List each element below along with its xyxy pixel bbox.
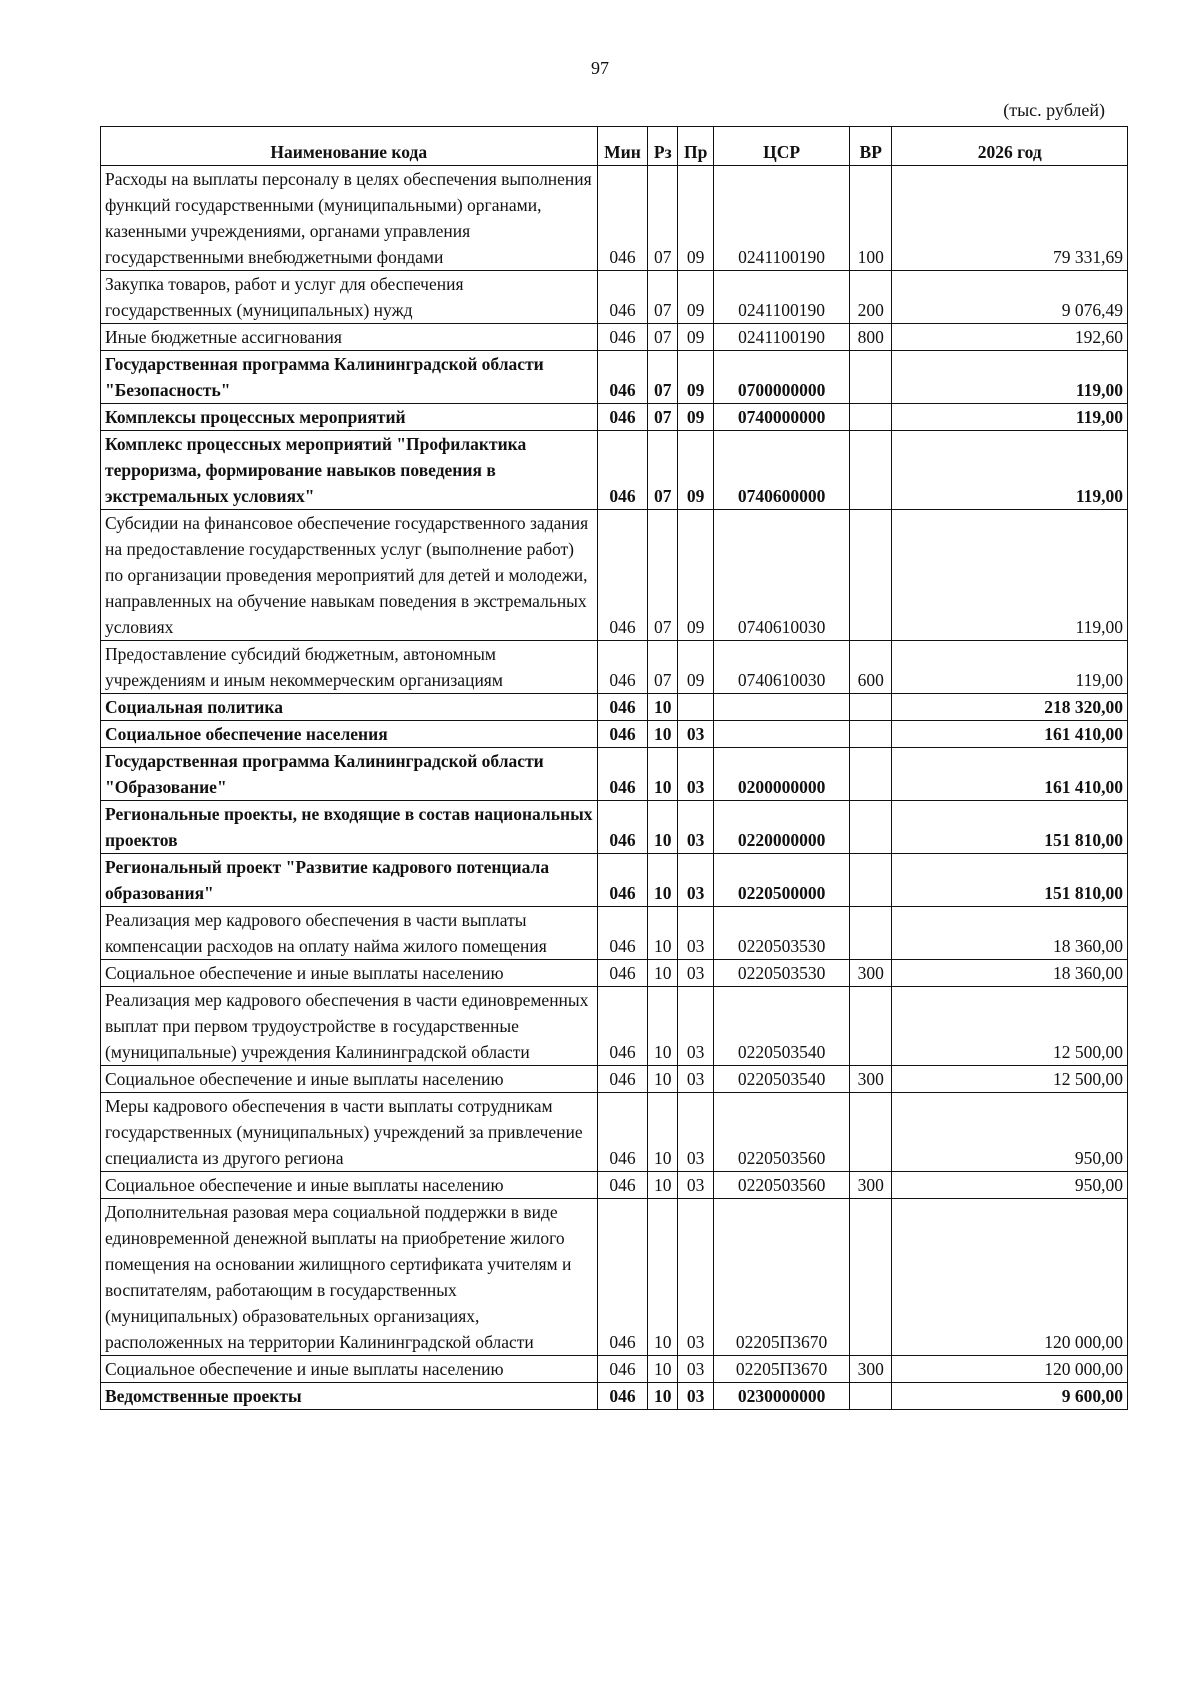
table-row <box>101 1356 1128 1383</box>
cell-rz: 10 <box>648 1172 678 1199</box>
cell-rz: 10 <box>648 960 678 987</box>
cell-csr: 0740610030 <box>714 510 850 641</box>
cell-amount: 119,00 <box>892 641 1128 694</box>
cell-min: 046 <box>597 324 648 351</box>
cell-name: Государственная программа Калининградской области "Безопасность" <box>101 351 598 404</box>
column-header-name: Наименование кода <box>101 127 598 166</box>
cell-vr <box>850 1093 892 1172</box>
cell-amount: 151 810,00 <box>892 854 1128 907</box>
column-header-rz: Рз <box>648 127 678 166</box>
cell-rz: 10 <box>648 1093 678 1172</box>
cell-amount: 119,00 <box>892 351 1128 404</box>
column-header-year: 2026 год <box>892 127 1128 166</box>
cell-rz: 10 <box>648 987 678 1066</box>
cell-name: Предоставление субсидий бюджетным, автономным учреждениям и иным некоммерческим организациям <box>101 641 598 694</box>
cell-min: 046 <box>597 510 648 641</box>
cell-amount: 218 320,00 <box>892 694 1128 721</box>
cell-amount: 9 600,00 <box>892 1383 1128 1410</box>
cell-name: Социальное обеспечение и иные выплаты населению <box>101 960 598 987</box>
cell-rz: 07 <box>648 510 678 641</box>
cell-min: 046 <box>597 166 648 271</box>
table-body <box>101 166 1128 1410</box>
cell-name: Расходы на выплаты персоналу в целях обеспечения выполнения функций государственными (муниципальными) органами, казенными учреждениями, органами управления государственными внебюджетными фондами <box>101 166 598 271</box>
cell-vr <box>850 404 892 431</box>
cell-csr: 0220503560 <box>714 1172 850 1199</box>
cell-csr: 02205П3670 <box>714 1199 850 1356</box>
cell-rz: 10 <box>648 1066 678 1093</box>
cell-name: Социальное обеспечение и иные выплаты населению <box>101 1172 598 1199</box>
cell-amount: 950,00 <box>892 1093 1128 1172</box>
cell-min: 046 <box>597 641 648 694</box>
cell-vr <box>850 801 892 854</box>
table-row <box>101 1066 1128 1093</box>
table-row <box>101 1093 1128 1172</box>
cell-name: Комплекс процессных мероприятий "Профилактика терроризма, формирование навыков поведения в экстремальных условиях" <box>101 431 598 510</box>
cell-amount: 119,00 <box>892 510 1128 641</box>
cell-amount: 161 410,00 <box>892 748 1128 801</box>
cell-pr: 09 <box>678 510 714 641</box>
cell-csr: 0740000000 <box>714 404 850 431</box>
cell-min: 046 <box>597 431 648 510</box>
table-row <box>101 271 1128 324</box>
cell-rz: 07 <box>648 324 678 351</box>
cell-vr <box>850 748 892 801</box>
cell-csr: 0220503530 <box>714 907 850 960</box>
table-row <box>101 1172 1128 1199</box>
cell-amount: 950,00 <box>892 1172 1128 1199</box>
table-row <box>101 721 1128 748</box>
cell-vr <box>850 854 892 907</box>
cell-csr: 02205П3670 <box>714 1356 850 1383</box>
cell-pr: 09 <box>678 431 714 510</box>
cell-vr: 800 <box>850 324 892 351</box>
cell-min: 046 <box>597 987 648 1066</box>
cell-pr: 03 <box>678 1093 714 1172</box>
cell-rz: 10 <box>648 721 678 748</box>
table-row <box>101 960 1128 987</box>
cell-rz: 10 <box>648 1383 678 1410</box>
cell-vr <box>850 1383 892 1410</box>
cell-pr: 03 <box>678 1383 714 1410</box>
table-row <box>101 801 1128 854</box>
cell-csr: 0740610030 <box>714 641 850 694</box>
cell-rz: 07 <box>648 166 678 271</box>
cell-min: 046 <box>597 694 648 721</box>
cell-csr: 0241100190 <box>714 271 850 324</box>
cell-vr <box>850 1199 892 1356</box>
cell-name: Государственная программа Калининградской области "Образование" <box>101 748 598 801</box>
cell-min: 046 <box>597 854 648 907</box>
cell-rz: 07 <box>648 431 678 510</box>
cell-pr: 03 <box>678 801 714 854</box>
cell-csr: 0241100190 <box>714 324 850 351</box>
cell-name: Субсидии на финансовое обеспечение государственного задания на предоставление государственных услуг (выполнение работ) по организации проведения мероприятий для детей и молодежи, направленных на обучение навыкам поведения в экстремальных условиях <box>101 510 598 641</box>
cell-csr: 0220503530 <box>714 960 850 987</box>
cell-name: Дополнительная разовая мера социальной поддержки в виде единовременной денежной выплаты на приобретение жилого помещения на основании жилищного сертификата учителям и воспитателям, работающим в государственных (муниципальных) образовательных организациях, расположенных на территории Калининградской области <box>101 1199 598 1356</box>
cell-pr: 03 <box>678 987 714 1066</box>
cell-amount: 119,00 <box>892 431 1128 510</box>
cell-csr <box>714 694 850 721</box>
cell-pr: 03 <box>678 854 714 907</box>
cell-csr: 0200000000 <box>714 748 850 801</box>
cell-amount: 120 000,00 <box>892 1199 1128 1356</box>
cell-pr: 03 <box>678 907 714 960</box>
column-header-vr: ВР <box>850 127 892 166</box>
cell-min: 046 <box>597 721 648 748</box>
cell-vr <box>850 431 892 510</box>
page-number: 97 <box>591 58 609 78</box>
column-header-csr: ЦСР <box>714 127 850 166</box>
table-row <box>101 1383 1128 1410</box>
cell-amount: 18 360,00 <box>892 960 1128 987</box>
cell-rz: 07 <box>648 271 678 324</box>
units-label: (тыс. рублей) <box>1003 100 1105 120</box>
table-row <box>101 748 1128 801</box>
cell-rz: 10 <box>648 1356 678 1383</box>
column-header-min: Мин <box>597 127 648 166</box>
cell-rz: 07 <box>648 351 678 404</box>
table-row <box>101 854 1128 907</box>
cell-rz: 07 <box>648 641 678 694</box>
cell-vr: 200 <box>850 271 892 324</box>
cell-amount: 120 000,00 <box>892 1356 1128 1383</box>
cell-rz: 07 <box>648 404 678 431</box>
cell-min: 046 <box>597 1066 648 1093</box>
cell-vr: 300 <box>850 1172 892 1199</box>
cell-pr: 09 <box>678 404 714 431</box>
cell-pr: 03 <box>678 1066 714 1093</box>
cell-min: 046 <box>597 271 648 324</box>
cell-name: Социальное обеспечение и иные выплаты населению <box>101 1066 598 1093</box>
cell-csr: 0220503540 <box>714 1066 850 1093</box>
cell-vr <box>850 694 892 721</box>
cell-amount: 161 410,00 <box>892 721 1128 748</box>
cell-csr: 0740600000 <box>714 431 850 510</box>
cell-vr: 300 <box>850 1066 892 1093</box>
cell-min: 046 <box>597 960 648 987</box>
cell-min: 046 <box>597 801 648 854</box>
cell-pr <box>678 694 714 721</box>
cell-pr: 09 <box>678 166 714 271</box>
table-row <box>101 351 1128 404</box>
cell-vr <box>850 987 892 1066</box>
cell-rz: 10 <box>648 907 678 960</box>
cell-name: Закупка товаров, работ и услуг для обеспечения государственных (муниципальных) нужд <box>101 271 598 324</box>
table-row <box>101 641 1128 694</box>
cell-vr: 300 <box>850 960 892 987</box>
cell-name: Социальное обеспечение и иные выплаты населению <box>101 1356 598 1383</box>
cell-pr: 09 <box>678 351 714 404</box>
cell-csr: 0700000000 <box>714 351 850 404</box>
table-row <box>101 166 1128 271</box>
table-row <box>101 324 1128 351</box>
table-row <box>101 431 1128 510</box>
cell-csr: 0241100190 <box>714 166 850 271</box>
cell-csr: 0230000000 <box>714 1383 850 1410</box>
budget-table <box>100 126 1128 1410</box>
cell-pr: 09 <box>678 271 714 324</box>
cell-pr: 03 <box>678 748 714 801</box>
cell-pr: 03 <box>678 1199 714 1356</box>
cell-rz: 10 <box>648 854 678 907</box>
cell-pr: 09 <box>678 324 714 351</box>
cell-min: 046 <box>597 1383 648 1410</box>
cell-min: 046 <box>597 1356 648 1383</box>
cell-min: 046 <box>597 404 648 431</box>
cell-rz: 10 <box>648 748 678 801</box>
cell-name: Меры кадрового обеспечения в части выплаты сотрудникам государственных (муниципальных) учреждений за привлечение специалиста из другого региона <box>101 1093 598 1172</box>
cell-name: Комплексы процессных мероприятий <box>101 404 598 431</box>
cell-vr <box>850 907 892 960</box>
cell-min: 046 <box>597 748 648 801</box>
cell-rz: 10 <box>648 801 678 854</box>
table-row <box>101 694 1128 721</box>
column-header-pr: Пр <box>678 127 714 166</box>
cell-amount: 9 076,49 <box>892 271 1128 324</box>
cell-rz: 10 <box>648 1199 678 1356</box>
table-header-row <box>101 127 1128 166</box>
cell-amount: 18 360,00 <box>892 907 1128 960</box>
cell-csr: 0220503540 <box>714 987 850 1066</box>
cell-pr: 03 <box>678 960 714 987</box>
table-row <box>101 510 1128 641</box>
cell-vr <box>850 351 892 404</box>
cell-rz: 10 <box>648 694 678 721</box>
cell-amount: 79 331,69 <box>892 166 1128 271</box>
cell-min: 046 <box>597 907 648 960</box>
cell-amount: 151 810,00 <box>892 801 1128 854</box>
cell-pr: 03 <box>678 1356 714 1383</box>
cell-amount: 12 500,00 <box>892 1066 1128 1093</box>
cell-name: Региональный проект "Развитие кадрового потенциала образования" <box>101 854 598 907</box>
cell-amount: 119,00 <box>892 404 1128 431</box>
cell-min: 046 <box>597 1093 648 1172</box>
cell-name: Региональные проекты, не входящие в состав национальных проектов <box>101 801 598 854</box>
cell-pr: 09 <box>678 641 714 694</box>
cell-amount: 12 500,00 <box>892 987 1128 1066</box>
cell-name: Социальная политика <box>101 694 598 721</box>
cell-min: 046 <box>597 351 648 404</box>
cell-name: Реализация мер кадрового обеспечения в части единовременных выплат при первом трудоустройстве в государственные (муниципальные) учреждения Калининградской области <box>101 987 598 1066</box>
cell-csr: 0220503560 <box>714 1093 850 1172</box>
table-row <box>101 404 1128 431</box>
cell-name: Ведомственные проекты <box>101 1383 598 1410</box>
cell-pr: 03 <box>678 1172 714 1199</box>
cell-amount: 192,60 <box>892 324 1128 351</box>
cell-name: Реализация мер кадрового обеспечения в части выплаты компенсации расходов на оплату найма жилого помещения <box>101 907 598 960</box>
cell-vr: 600 <box>850 641 892 694</box>
cell-min: 046 <box>597 1199 648 1356</box>
cell-vr <box>850 510 892 641</box>
cell-name: Иные бюджетные ассигнования <box>101 324 598 351</box>
table-row <box>101 987 1128 1066</box>
cell-min: 046 <box>597 1172 648 1199</box>
cell-vr <box>850 721 892 748</box>
cell-csr: 0220000000 <box>714 801 850 854</box>
cell-name: Социальное обеспечение населения <box>101 721 598 748</box>
table-row <box>101 907 1128 960</box>
cell-vr: 100 <box>850 166 892 271</box>
cell-csr <box>714 721 850 748</box>
cell-csr: 0220500000 <box>714 854 850 907</box>
cell-vr: 300 <box>850 1356 892 1383</box>
table-row <box>101 1199 1128 1356</box>
cell-pr: 03 <box>678 721 714 748</box>
